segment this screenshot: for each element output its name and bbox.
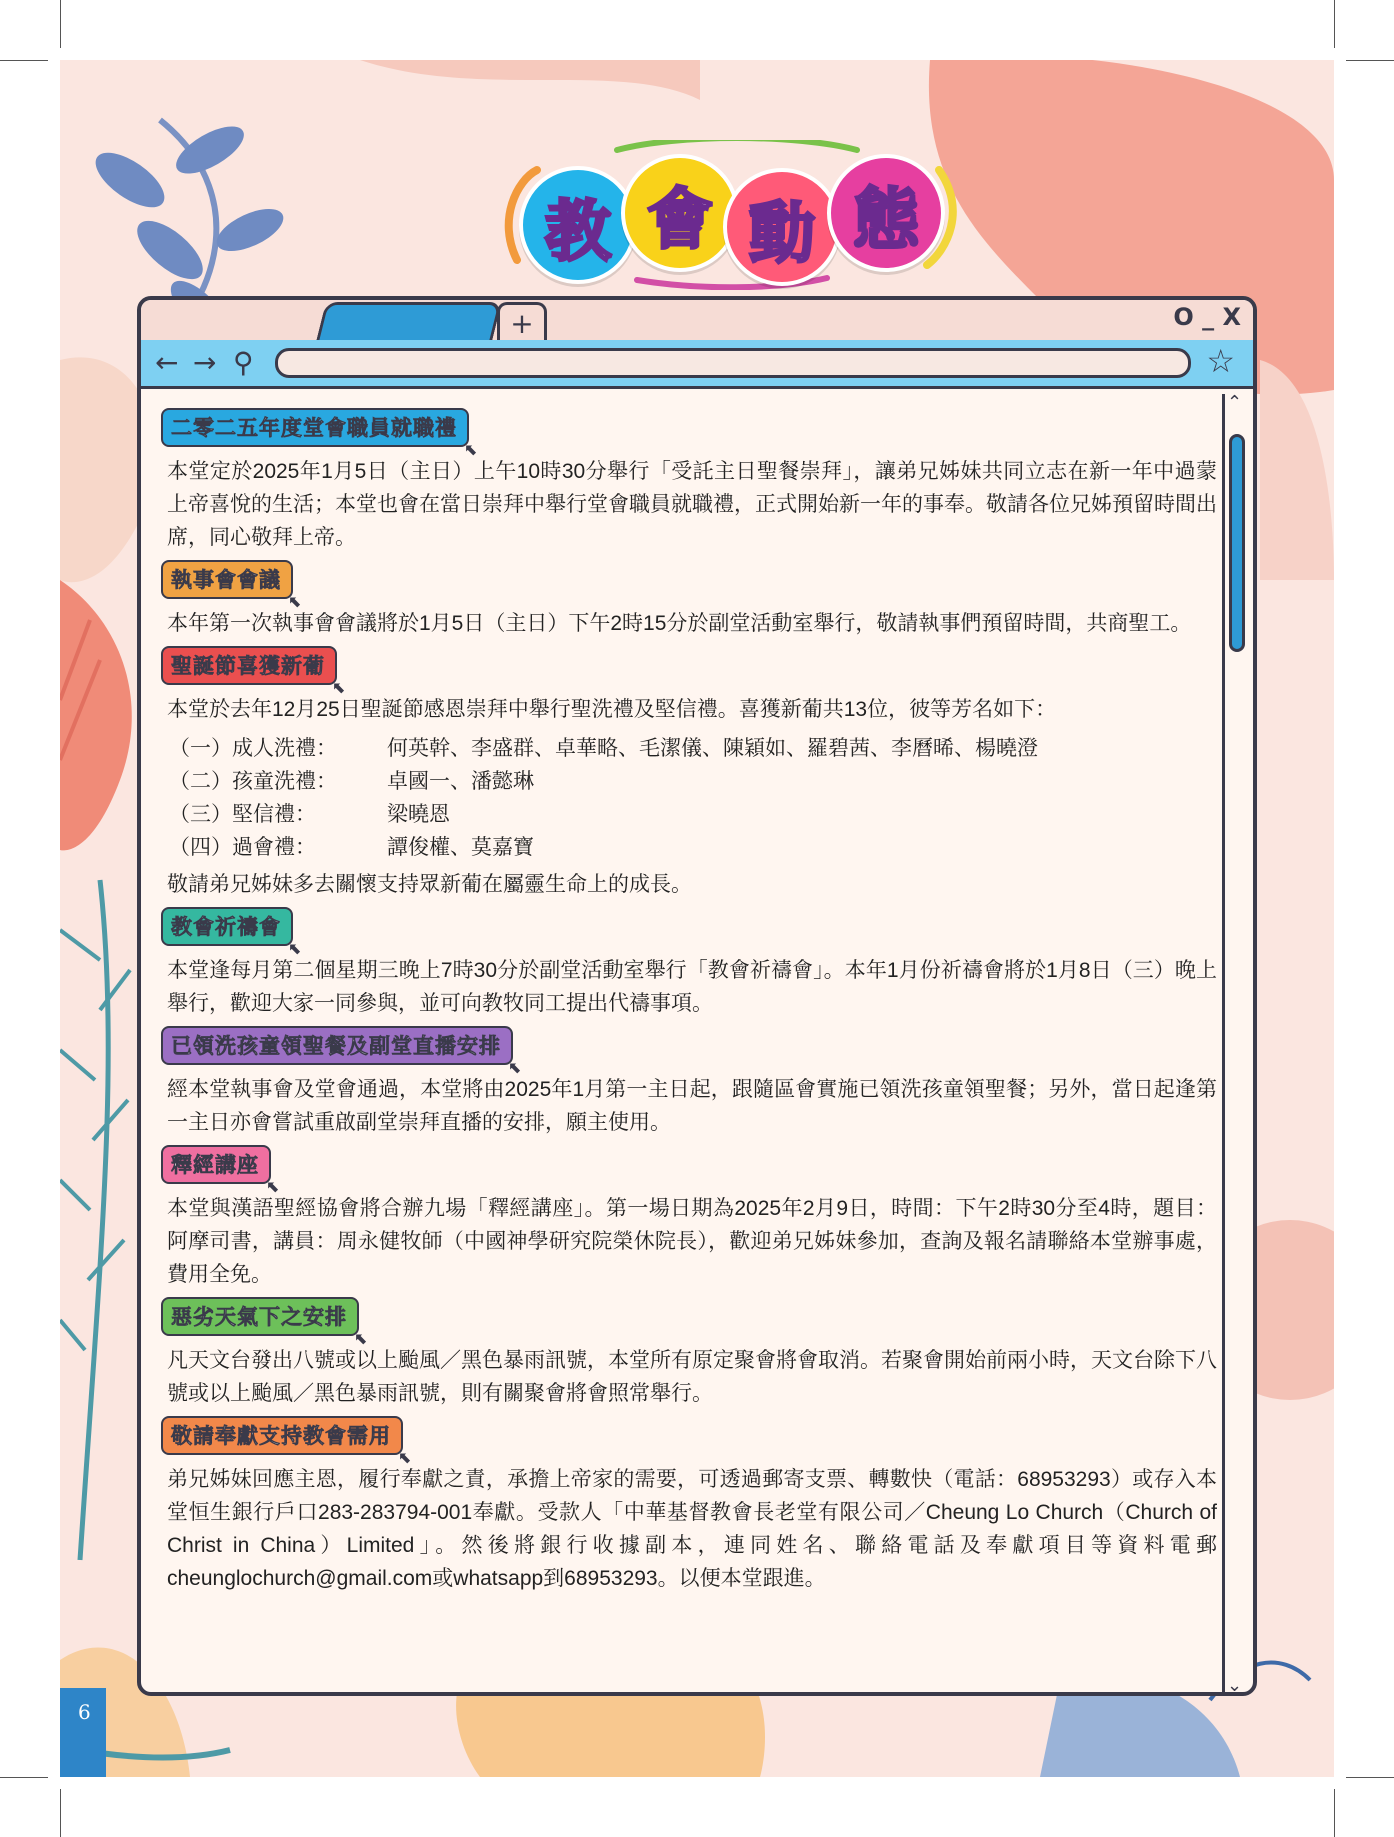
section-body: 凡天文台發出八號或以上颱風／黑色暴雨訊號，本堂所有原定聚會將會取消。若聚會開始前兩小時，天文台除下八號或以上颱風／黑色暴雨訊號，則有關聚會將會照常舉行。	[167, 1349, 1217, 1405]
list-item: （一）成人洗禮： 何英幹、李盛群、卓華略、毛潔儀、陳穎如、羅碧茜、李曆晞、楊曉澄	[169, 737, 1038, 760]
title-char-2: 會	[621, 154, 739, 272]
section-body: 本年第一次執事會會議將於1月5日（主日）下午2時15分於副堂活動室舉行，敬請執事們預留時間，共商聖工。	[167, 612, 1192, 635]
cursor-icon: ⬉	[354, 1329, 369, 1348]
section-body: 本堂逢每月第二個星期三晚上7時30分於副堂活動室舉行「教會祈禱會」。本年1月份祈禱會將於1月8日（三）晚上舉行，歡迎大家一同參與，並可向教牧同工提出代禱事項。	[167, 959, 1217, 1015]
cursor-icon: ⬉	[398, 1448, 413, 1467]
forward-arrow-icon[interactable]: →	[193, 346, 217, 379]
crop-mark	[0, 1777, 48, 1778]
search-icon[interactable]: ⚲	[233, 346, 254, 379]
section-heading: 二零二五年度堂會職員就職禮 ⬉	[161, 408, 469, 447]
section-heading: 已領洗孩童領聖餐及副堂直播安排 ⬉	[161, 1026, 513, 1065]
section	[161, 1145, 1221, 1291]
section-body: 弟兄姊妹回應主恩，履行奉獻之責，承擔上帝家的需要，可透過郵寄支票、轉數快（電話：68953293）或存入本堂恒生銀行戶口283-283794-001奉獻。受款人「中華基督教會長老堂有限公司／Cheung Lo Church（Church of Christ in China）Limited」。然後將銀行收據副本，連同姓名、聯絡電話及奉獻項目等資料電郵cheunglochurch@gmail.com或whatsapp到68953293。以便本堂跟進。	[167, 1468, 1217, 1590]
new-tab-button[interactable]	[497, 302, 547, 341]
navigation-bar	[141, 340, 1253, 389]
cursor-icon: ⬉	[508, 1058, 523, 1077]
address-bar[interactable]	[275, 348, 1191, 378]
section-heading: 惡劣天氣下之安排 ⬉	[161, 1297, 359, 1336]
scroll-down-icon[interactable]: ⌄	[1227, 1675, 1243, 1696]
section-body: 本堂與漢語聖經協會將合辦九場「釋經講座」。第一場日期為2025年2月9日，時間：下午2時30分至4時，題目：阿摩司書，講員：周永健牧師（中國神學研究院榮休院長），歡迎弟兄姊妹參加，查詢及報名請聯絡本堂辦事處，費用全免。	[167, 1197, 1217, 1286]
crop-mark	[0, 60, 48, 61]
cursor-icon: ⬉	[288, 592, 303, 611]
list-item: （三）堅信禮： 梁曉恩	[169, 803, 450, 826]
active-tab[interactable]	[316, 302, 502, 341]
title-char-3: 動	[723, 168, 841, 286]
crop-mark	[1334, 0, 1335, 48]
section-body: 經本堂執事會及堂會通過，本堂將由2025年1月第一主日起，跟隨區會實施已領洗孩童領聖餐；另外，當日起逢第一主日亦會嘗試重啟副堂崇拜直播的安排，願主使用。	[167, 1078, 1217, 1134]
section-heading: 釋經講座 ⬉	[161, 1145, 271, 1184]
section	[161, 907, 1221, 1020]
section-heading: 教會祈禱會 ⬉	[161, 907, 293, 946]
crop-mark	[1346, 1777, 1394, 1778]
tab-bar	[141, 300, 1253, 343]
page-number: 6	[60, 1688, 106, 1777]
section-heading: 敬請奉獻支持教會需用 ⬉	[161, 1416, 403, 1455]
content-area	[161, 408, 1221, 1601]
crop-mark	[1346, 60, 1394, 61]
section-heading: 執事會會議 ⬉	[161, 560, 293, 599]
cursor-icon: ⬉	[464, 440, 479, 459]
plus-icon: +	[510, 306, 534, 340]
scrollbar-thumb[interactable]	[1229, 434, 1245, 652]
section	[161, 1416, 1221, 1595]
section	[161, 1297, 1221, 1410]
window-controls[interactable]: O _ X	[1173, 303, 1241, 331]
back-arrow-icon[interactable]: ←	[155, 346, 179, 379]
section	[161, 1026, 1221, 1139]
section-heading: 聖誕節喜獲新葡 ⬉	[161, 646, 337, 685]
page-title	[497, 140, 959, 290]
section-closing: 敬請弟兄姊妹多去關懷支持眾新葡在屬靈生命上的成長。	[167, 873, 692, 896]
scrollbar[interactable]	[1222, 394, 1247, 1694]
cursor-icon: ⬉	[332, 678, 347, 697]
section-body: 本堂於去年12月25日聖誕節感恩崇拜中舉行聖洗禮及堅信禮。喜獲新葡共13位，彼等芳名如下：	[167, 698, 1057, 721]
scroll-up-icon[interactable]: ⌃	[1227, 392, 1243, 413]
browser-window	[137, 296, 1257, 1696]
section	[161, 560, 1221, 640]
cursor-icon: ⬉	[288, 939, 303, 958]
list-item: （四）過會禮： 譚俊權、莫嘉寶	[169, 836, 534, 859]
baptism-list	[169, 732, 1221, 864]
title-char-1: 教	[519, 166, 637, 284]
section	[161, 646, 1221, 901]
crop-mark	[60, 0, 61, 48]
title-char-4: 態	[827, 154, 945, 272]
cursor-icon: ⬉	[266, 1177, 281, 1196]
crop-mark	[1334, 1789, 1335, 1837]
bookmark-star-icon[interactable]: ☆	[1206, 342, 1235, 380]
section-body: 本堂定於2025年1月5日（主日）上午10時30分舉行「受託主日聖餐崇拜」，讓弟兄姊妹共同立志在新一年中過蒙上帝喜悅的生活；本堂也會在當日崇拜中舉行堂會職員就職禮，正式開始新一年的事奉。敬請各位兄姊預留時間出席，同心敬拜上帝。	[167, 460, 1217, 549]
crop-mark	[60, 1789, 61, 1837]
section	[161, 408, 1221, 554]
list-item: （二）孩童洗禮： 卓國一、潘懿琳	[169, 770, 534, 793]
